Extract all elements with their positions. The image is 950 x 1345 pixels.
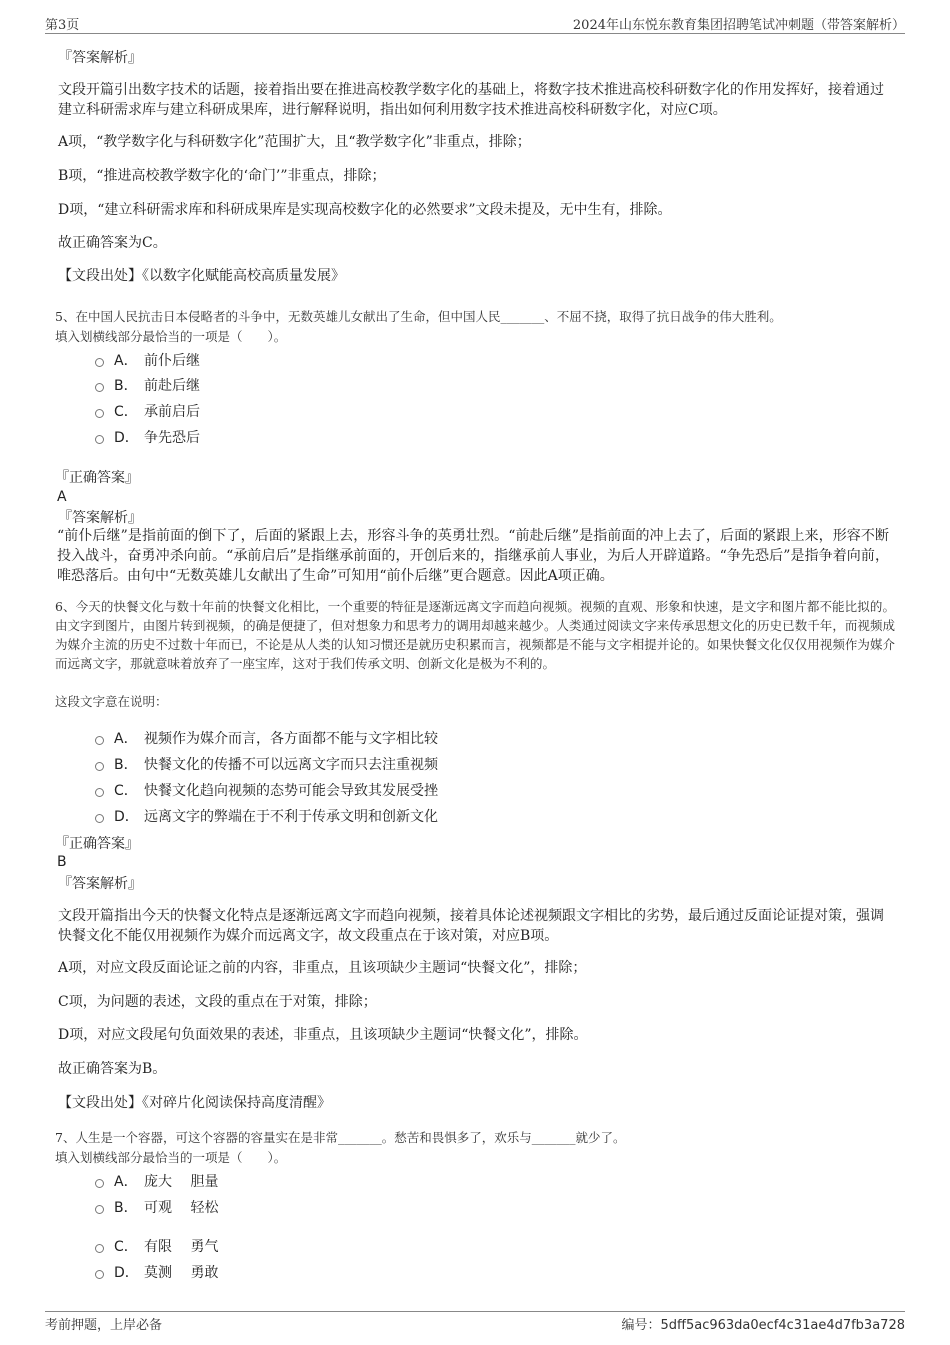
- option-text: 视频作为媒介而言，各方面都不能与文字相比较: [144, 731, 438, 747]
- q4-point-a: A项，“教学数字化与科研数字化”范围扩大，且“教学数字化”非重点，排除；: [58, 134, 531, 150]
- q4-source: 【文段出处】《以数字化赋能高校高质量发展》: [58, 268, 345, 284]
- option-text: 远离文字的弊端在于不利于传承文明和创新文化: [144, 809, 438, 825]
- option-text: 争先恐后: [144, 430, 200, 446]
- option-letter: C．: [114, 404, 138, 420]
- page-number: 第3页: [45, 18, 80, 33]
- q5-analysis-label: 『答案解析』: [58, 510, 142, 526]
- option-text: 莫测 勇敢: [144, 1265, 219, 1281]
- radio-icon[interactable]: [95, 788, 104, 797]
- option-text: 快餐文化趋向视频的态势可能会导致其发展受挫: [144, 783, 438, 799]
- q5-option-d[interactable]: [95, 427, 200, 447]
- option-text: 前仆后继: [144, 353, 200, 369]
- q5-instruction: 填入划横线部分最恰当的一项是（ ）。: [55, 329, 287, 344]
- option-letter: A．: [114, 1174, 138, 1190]
- document-title: 2024年山东悦东教育集团招聘笔试冲刺题（带答案解析）: [572, 18, 905, 33]
- q6-point-c: C项，为问题的表述，文段的重点在于对策，排除；: [58, 994, 377, 1010]
- header-divider: [45, 33, 905, 34]
- q7-option-a[interactable]: [95, 1171, 218, 1191]
- radio-icon[interactable]: [95, 383, 104, 392]
- q7-option-c[interactable]: [95, 1236, 218, 1256]
- radio-icon[interactable]: [95, 409, 104, 418]
- radio-icon[interactable]: [95, 358, 104, 367]
- q4-analysis-label: 『答案解析』: [58, 50, 142, 66]
- q6-option-b[interactable]: [95, 754, 438, 774]
- q4-conclusion: 故正确答案为C。: [58, 235, 167, 251]
- q5-answer-label: 『正确答案』: [55, 470, 139, 486]
- q6-answer: B: [57, 854, 67, 870]
- option-text: 快餐文化的传播不可以远离文字而只去注重视频: [144, 757, 438, 773]
- option-letter: C．: [114, 783, 138, 799]
- option-letter: B．: [114, 757, 138, 773]
- q6-source: 【文段出处】《对碎片化阅读保持高度清醒》: [58, 1095, 331, 1111]
- option-text: 有限 勇气: [144, 1239, 219, 1255]
- q5-option-a[interactable]: [95, 350, 200, 370]
- q4-point-b: B项，“推进高校教学数字化的‘命门’”非重点，排除；: [58, 168, 386, 184]
- option-letter: D．: [114, 1265, 139, 1281]
- q5-option-c[interactable]: [95, 401, 200, 421]
- q6-point-d: D项，对应文段尾句负面效果的表述，非重点，且该项缺少主题词“快餐文化”，排除。: [58, 1027, 588, 1043]
- q7-stem: 7、人生是一个容器，可这个容器的容量实在是非常_______。愁苦和畏惧多了，欢乐与_______就少了。: [55, 1130, 626, 1145]
- q6-point-a: A项，对应文段反面论证之前的内容，非重点，且该项缺少主题词“快餐文化”，排除；: [58, 960, 587, 976]
- radio-icon[interactable]: [95, 736, 104, 745]
- q6-analysis-text: 文段开篇指出今天的快餐文化特点是逐渐远离文字而趋向视频，接着具体论述视频跟文字相比的劣势，最后通过反面论证提对策，强调快餐文化不能仅用视频作为媒介而远离文字，故文段重点在于该对策，对应B项。: [58, 908, 884, 944]
- option-text: 前赴后继: [144, 378, 200, 394]
- radio-icon[interactable]: [95, 1179, 104, 1188]
- option-letter: D．: [114, 809, 139, 825]
- q6-answer-label: 『正确答案』: [55, 836, 139, 852]
- q5-analysis-text: “前仆后继”是指前面的倒下了，后面的紧跟上去，形容斗争的英勇壮烈。“前赴后继”是指前面的冲上去了，后面的紧跟上来，形容不断投入战斗，奋勇冲杀向前。“承前启后”是指继承前面的，开创后来的，指继承前人事业，为后人开辟道路。“争先恐后”是指争着向前，唯恐落后。由句中“无数英雄儿女献出了生命”可知用“前仆后继”更合题意。因此A项正确。: [57, 528, 889, 584]
- radio-icon[interactable]: [95, 1205, 104, 1214]
- radio-icon[interactable]: [95, 1270, 104, 1279]
- q5-option-b[interactable]: [95, 375, 200, 395]
- q4-analysis-text: 文段开篇引出数字技术的话题，接着指出要在推进高校教学数字化的基础上，将数字技术推进高校科研数字化的作用发挥好，接着通过建立科研需求库与建立科研成果库，进行解释说明，指出如何利用数字技术推进高校科研数字化，对应C项。: [58, 82, 884, 118]
- radio-icon[interactable]: [95, 1244, 104, 1253]
- radio-icon[interactable]: [95, 435, 104, 444]
- q5-stem: 5、在中国人民抗击日本侵略者的斗争中，无数英雄儿女献出了生命，但中国人民_______、不屈不挠，取得了抗日战争的伟大胜利。: [55, 309, 782, 324]
- option-letter: B．: [114, 378, 138, 394]
- option-letter: A．: [114, 731, 138, 747]
- q6-instruction: 这段文字意在说明：: [55, 694, 168, 709]
- footer-document-id: 编号：5dff5ac963da0ecf4c31ae4d7fb3a728: [621, 1318, 905, 1333]
- option-letter: A．: [114, 353, 138, 369]
- footer-divider: [45, 1311, 905, 1312]
- option-text: 承前启后: [144, 404, 200, 420]
- q4-point-d: D项，“建立科研需求库和科研成果库是实现高校数字化的必然要求”文段未提及，无中生有，排除。: [58, 202, 672, 218]
- radio-icon[interactable]: [95, 762, 104, 771]
- footer-slogan: 考前押题，上岸必备: [45, 1318, 163, 1333]
- q6-analysis-label: 『答案解析』: [58, 876, 142, 892]
- q6-stem: 6、今天的快餐文化与数十年前的快餐文化相比，一个重要的特征是逐渐远离文字而趋向视频。视频的直观、形象和快速，是文字和图片都不能比拟的。由文字到图片，由图片转到视频，的确是便捷了，但对想象力和思考力的调用却越来越少。人类通过阅读文字来传承思想文化的历史已数千年，而视频成为媒介主流的历史不过数十年而已，不论是从人类的认知习惯还是就历史积累而言，视频都是不能与文字相提并论的。如果快餐文化仅仅用视频作为媒介而远离文字，那就意味着放弃了一座宝库，这对于我们传承文明、创新文化是极为不利的。: [55, 599, 895, 671]
- q7-option-d[interactable]: [95, 1262, 218, 1282]
- q6-option-a[interactable]: [95, 728, 438, 748]
- option-text: 可观 轻松: [144, 1200, 219, 1216]
- option-letter: C．: [114, 1239, 138, 1255]
- q6-conclusion: 故正确答案为B。: [58, 1061, 167, 1077]
- q6-option-c[interactable]: [95, 780, 438, 800]
- q7-option-b[interactable]: [95, 1197, 218, 1217]
- option-text: 庞大 胆量: [144, 1174, 219, 1190]
- q5-answer: A: [57, 489, 67, 505]
- radio-icon[interactable]: [95, 814, 104, 823]
- option-letter: D．: [114, 430, 139, 446]
- option-letter: B．: [114, 1200, 138, 1216]
- q6-option-d[interactable]: [95, 806, 438, 826]
- q7-instruction: 填入划横线部分最恰当的一项是（ ）。: [55, 1150, 287, 1165]
